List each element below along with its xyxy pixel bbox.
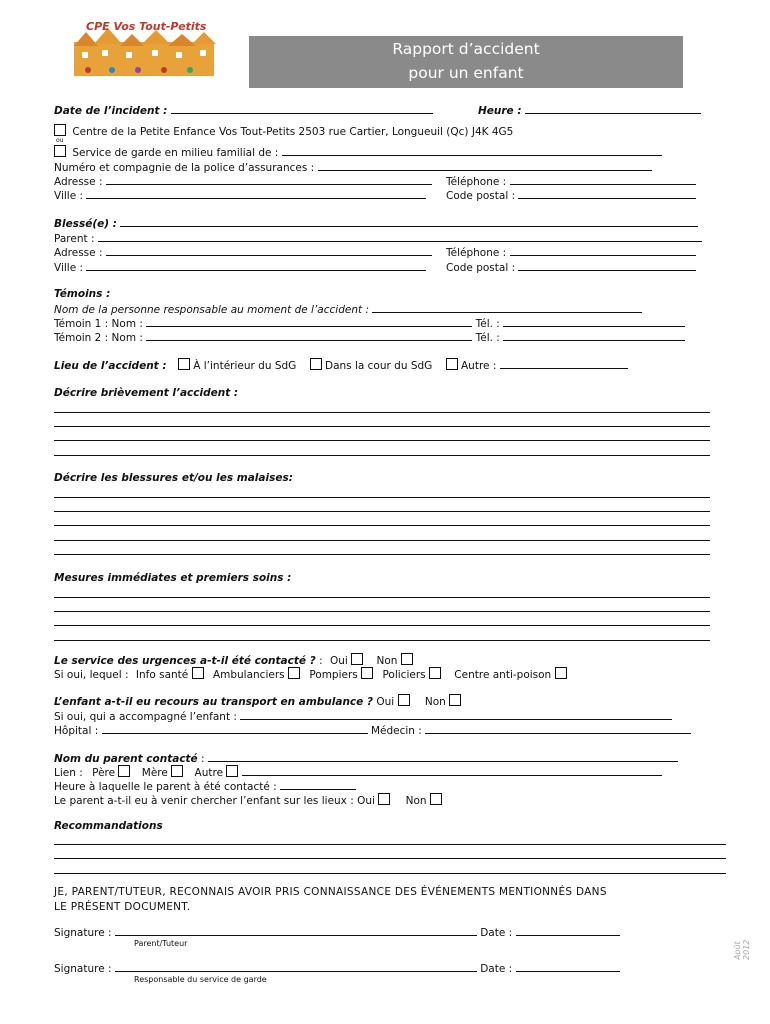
witness-2-tel-label: Tél. : <box>475 332 500 344</box>
ambulance-question: L’enfant a-t-il eu recours au transport en ambulance ? <box>54 696 374 708</box>
contact-time-label: Heure à laquelle le parent à été contacté : <box>54 781 277 793</box>
location-inside-label: À l’intérieur du SdG <box>193 360 297 372</box>
witness-1-label: Témoin 1 : Nom : <box>54 318 143 330</box>
policiers-label: Policiers <box>382 669 426 681</box>
signature-daycare-field[interactable] <box>115 961 477 972</box>
link-label: Lien : <box>54 767 83 779</box>
emergency-question: Le service des urgences a-t-il été contacté ? <box>54 655 316 667</box>
recommendations-line-2[interactable] <box>54 858 726 859</box>
postal-field[interactable] <box>518 188 696 199</box>
place-address-row <box>54 174 432 188</box>
emergency-no-label: Non <box>376 655 398 667</box>
hour-label: Heure : <box>478 105 522 117</box>
signature-daycare-date-label: Date : <box>480 963 513 975</box>
injured-postal-label: Code postal : <box>446 262 516 274</box>
other-checkbox[interactable] <box>226 765 238 777</box>
signature-parent-field[interactable] <box>115 925 477 936</box>
pickup-row <box>54 793 442 807</box>
hospital-label: Hôpital : <box>54 725 99 737</box>
witness-2-row <box>54 330 685 344</box>
emergency-colon: : <box>319 655 323 667</box>
hospital-field[interactable] <box>102 723 368 734</box>
recommendations-label: Recommandations <box>54 820 163 832</box>
emergency-row <box>54 653 413 667</box>
city-label: Ville : <box>54 190 84 202</box>
anti-poison-label: Centre anti-poison <box>454 669 552 681</box>
emergency-no-checkbox[interactable] <box>401 653 413 665</box>
witness-2-tel-field[interactable] <box>503 330 685 341</box>
injured-postal-row <box>446 260 696 274</box>
info-sante-checkbox[interactable] <box>192 667 204 679</box>
postal-label: Code postal : <box>446 190 516 202</box>
recommendations-line-3[interactable] <box>54 873 726 874</box>
accident-line-4[interactable] <box>54 455 710 456</box>
hour-field[interactable] <box>525 103 701 114</box>
witness-2-name-field[interactable] <box>146 330 472 341</box>
date-field[interactable] <box>171 103 433 114</box>
accident-line-1[interactable] <box>54 412 710 413</box>
signature-parent-label: Signature : <box>54 927 112 939</box>
cpe-label: Centre de la Petite Enfance Vos Tout-Petits 2503 rue Cartier, Longueuil (Qc) J4K 4G5 <box>72 126 514 138</box>
injuries-line-3[interactable] <box>54 525 710 526</box>
first-aid-line-2[interactable] <box>54 611 710 612</box>
pickup-no-checkbox[interactable] <box>430 793 442 805</box>
location-inside-checkbox[interactable] <box>178 358 190 370</box>
insurance-row <box>54 160 652 174</box>
ambulance-no-label: Non <box>424 696 446 708</box>
first-aid-label: Mesures immédiates et premiers soins : <box>54 572 292 584</box>
acknowledge-line-1: JE, PARENT/TUTEUR, RECONNAIS AVOIR PRIS CONNAISSANCE DES ÉVÉNEMENTS MENTIONNÉS DANS <box>54 886 607 898</box>
place-city-row <box>54 188 426 202</box>
first-aid-line-4[interactable] <box>54 640 710 641</box>
injured-city-row <box>54 260 426 274</box>
contact-time-row <box>54 779 356 793</box>
describe-accident-label: Décrire brièvement l’accident : <box>54 387 239 399</box>
location-other-field[interactable] <box>500 358 628 369</box>
logo-text: CPE Vos Tout-Petits <box>86 20 207 33</box>
incident-date-row <box>54 103 433 117</box>
recommendations-line-1[interactable] <box>54 844 726 845</box>
location-label: Lieu de l’accident : <box>54 360 167 372</box>
other-field[interactable] <box>242 765 662 776</box>
father-checkbox[interactable] <box>118 765 130 777</box>
family-field[interactable] <box>282 145 662 156</box>
emergency-yes-label: Oui <box>329 655 348 667</box>
ambulanciers-checkbox[interactable] <box>288 667 300 679</box>
accompanied-row <box>54 709 672 723</box>
address-label: Adresse : <box>54 176 103 188</box>
emergency-which-row <box>54 667 567 681</box>
signature-parent-caption: Parent/Tuteur <box>134 939 188 948</box>
link-row <box>54 765 662 779</box>
incident-hour-row <box>478 103 701 117</box>
location-yard-label: Dans la cour du SdG <box>324 360 433 372</box>
insurance-label: Numéro et compagnie de la police d’assurances : <box>54 162 315 174</box>
title-line-1: Rapport d’accident <box>392 40 540 58</box>
injured-label: Blessé(e) : <box>54 218 117 230</box>
title-line-2: pour un enfant <box>408 64 524 82</box>
signature-parent-date-field[interactable] <box>516 925 620 936</box>
info-sante-label: Info santé <box>135 669 189 681</box>
ambulance-row <box>54 694 461 708</box>
doctor-field[interactable] <box>425 723 691 734</box>
responsible-label: Nom de la personne responsable au moment de l’accident : <box>54 304 369 316</box>
injured-postal-field[interactable] <box>518 260 696 271</box>
witness-1-name-field[interactable] <box>146 316 472 327</box>
injured-address-row <box>54 245 432 259</box>
family-row <box>54 145 662 159</box>
location-yard-checkbox[interactable] <box>310 358 322 370</box>
mother-label: Mère <box>141 767 168 779</box>
address-field[interactable] <box>106 174 432 185</box>
injured-phone-field[interactable] <box>510 245 696 256</box>
cpe-row <box>54 124 513 138</box>
parent-contact-colon: : <box>201 753 205 765</box>
anti-poison-checkbox[interactable] <box>555 667 567 679</box>
contact-time-field[interactable] <box>280 779 356 790</box>
signature-parent-date-label: Date : <box>480 927 513 939</box>
accompanied-field[interactable] <box>240 709 672 720</box>
injured-parent-row <box>54 231 702 245</box>
parent-contact-field[interactable] <box>208 751 678 762</box>
mother-checkbox[interactable] <box>171 765 183 777</box>
ambulance-yes-checkbox[interactable] <box>398 694 410 706</box>
acknowledge-line-2: LE PRÉSENT DOCUMENT. <box>54 901 191 913</box>
date-label: Date de l’incident : <box>54 105 168 117</box>
witnesses-label: Témoins : <box>54 288 111 300</box>
injured-phone-label: Téléphone : <box>446 247 507 259</box>
signature-daycare-label: Signature : <box>54 963 112 975</box>
responsible-row <box>54 302 642 316</box>
injuries-line-5[interactable] <box>54 554 710 555</box>
pickup-yes-label: Oui <box>357 795 375 807</box>
injured-address-label: Adresse : <box>54 247 103 259</box>
hospital-row <box>54 723 691 737</box>
accompanied-label: Si oui, qui a accompagné l’enfant : <box>54 711 237 723</box>
first-aid-line-3[interactable] <box>54 625 710 626</box>
ambulanciers-label: Ambulanciers <box>212 669 285 681</box>
injured-row <box>54 216 698 230</box>
title-box <box>249 36 683 88</box>
pickup-yes-checkbox[interactable] <box>378 793 390 805</box>
describe-injuries-label: Décrire les blessures et/ou les malaises: <box>54 472 293 484</box>
injured-field[interactable] <box>120 216 698 227</box>
injuries-line-4[interactable] <box>54 540 710 541</box>
witness-2-label: Témoin 2 : Nom : <box>54 332 143 344</box>
phone-field[interactable] <box>510 174 696 185</box>
family-label: Service de garde en milieu familial de : <box>72 147 279 159</box>
witness-1-row <box>54 316 685 330</box>
ambulance-no-checkbox[interactable] <box>449 694 461 706</box>
signature-parent-row <box>54 925 620 939</box>
pompiers-checkbox[interactable] <box>361 667 373 679</box>
other-label: Autre <box>194 767 224 779</box>
family-checkbox[interactable] <box>54 145 66 157</box>
father-label: Père <box>92 767 116 779</box>
injured-address-field[interactable] <box>106 245 432 256</box>
responsible-field[interactable] <box>372 302 642 313</box>
logo <box>68 16 220 78</box>
pompiers-label: Pompiers <box>309 669 358 681</box>
injured-city-label: Ville : <box>54 262 84 274</box>
witness-1-tel-label: Tél. : <box>475 318 500 330</box>
location-other-label: Autre : <box>460 360 497 372</box>
emergency-which-label: Si oui, lequel : <box>54 669 129 681</box>
accident-line-2[interactable] <box>54 426 710 427</box>
injuries-line-1[interactable] <box>54 497 710 498</box>
policiers-checkbox[interactable] <box>429 667 441 679</box>
doctor-label: Médecin : <box>370 725 422 737</box>
injured-city-field[interactable] <box>86 260 426 271</box>
signature-daycare-date-field[interactable] <box>516 961 620 972</box>
insurance-field[interactable] <box>318 160 652 171</box>
cpe-checkbox[interactable] <box>54 124 66 136</box>
city-field[interactable] <box>86 188 426 199</box>
pickup-label: Le parent a-t-il eu à venir chercher l’enfant sur les lieux : <box>54 795 354 807</box>
emergency-yes-checkbox[interactable] <box>351 653 363 665</box>
location-row <box>54 358 628 372</box>
footer-date-vertical: Août 2012 <box>733 939 751 960</box>
or-label: ou <box>56 137 64 144</box>
phone-label: Téléphone : <box>446 176 507 188</box>
first-aid-line-1[interactable] <box>54 597 710 598</box>
witness-1-tel-field[interactable] <box>503 316 685 327</box>
parent-contact-row <box>54 751 678 765</box>
injured-parent-field[interactable] <box>98 231 702 242</box>
location-other-checkbox[interactable] <box>446 358 458 370</box>
ambulance-yes-label: Oui <box>376 696 395 708</box>
place-phone-row <box>446 174 696 188</box>
injured-parent-label: Parent : <box>54 233 95 245</box>
accident-line-3[interactable] <box>54 440 710 441</box>
injuries-line-2[interactable] <box>54 511 710 512</box>
injured-phone-row <box>446 245 696 259</box>
signature-daycare-caption: Responsable du service de garde <box>134 975 267 984</box>
pickup-no-label: Non <box>405 795 427 807</box>
parent-contact-label: Nom du parent contacté <box>54 753 198 765</box>
place-postal-row <box>446 188 696 202</box>
signature-daycare-row <box>54 961 620 975</box>
